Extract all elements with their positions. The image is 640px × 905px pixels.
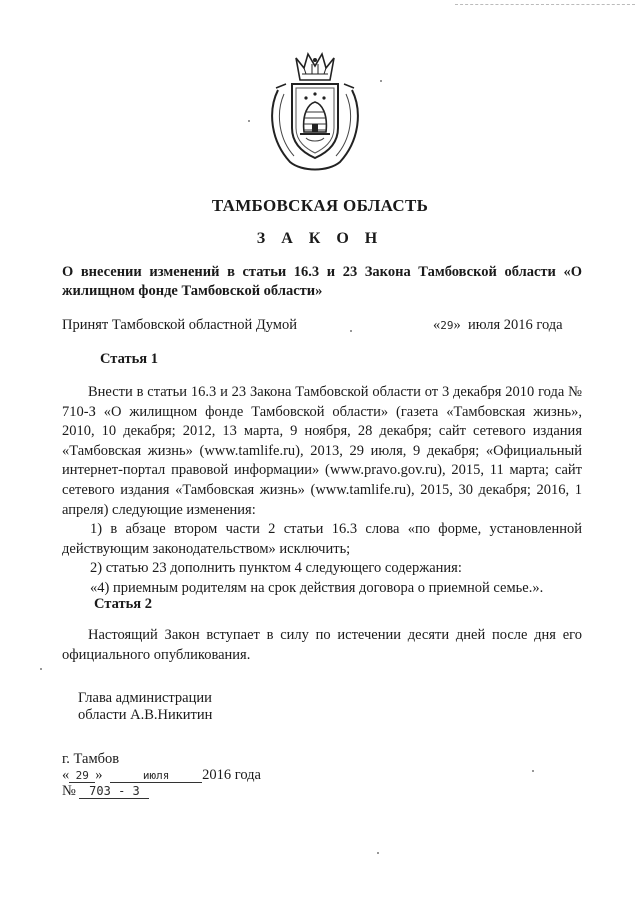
coat-of-arms-icon: [262, 50, 368, 176]
document-type-heading: З А К О Н: [256, 230, 384, 247]
article-2-heading: Статья 2: [94, 596, 152, 612]
article-1-item-3: «4) приемным родителям на срок действия договора о приемной семье.».: [90, 579, 544, 596]
place-city: г. Тамбов: [62, 751, 120, 767]
article-1-body: [62, 383, 582, 599]
number-sign: №: [62, 783, 76, 799]
article-1-paragraph: Внести в статьи 16.3 и 23 Закона Тамбовской области от 3 декабря 2010 года № 710-З «О жилищном фонде Тамбовской области» (газета «Тамбовская жизнь», 2010, 10 декабря; 2012, 13 марта, 9 ноября, 28 декабря; сайт сетевого издания «Тамбовская жизнь» (www.tamlife.ru), 2013, 29 июля, 9 декабря; «Официальный интернет-портал правовой информации» (www.pravo.gov.ru), 2015, 11 марта; сайт сетевого издания «Тамбовская жизнь» (www.tamlife.ru), 2015, 30 декабря; 2016, 1 апреля) следующие изменения:: [62, 384, 582, 518]
date-close-quote: »: [95, 767, 103, 783]
adoption-day: 29: [440, 319, 454, 332]
adoption-date: [433, 317, 563, 334]
adoption-open-quote: «: [433, 317, 441, 333]
article-2-body: [62, 626, 582, 665]
scan-edge-line: [455, 4, 635, 5]
scan-speck: [350, 330, 352, 332]
date-month: июля: [110, 769, 202, 783]
date-open-quote: «: [62, 767, 70, 783]
article-1-item-2: 2) статью 23 дополнить пунктом 4 следующего содержания:: [90, 560, 462, 577]
number-value: 703 - З: [79, 784, 149, 799]
signing-date: [62, 767, 261, 784]
article-2-paragraph: Настоящий Закон вступает в силу по истечении десяти дней после дня его официального опубликования.: [62, 627, 582, 663]
region-heading: ТАМБОВСКАЯ ОБЛАСТЬ: [211, 196, 429, 215]
law-title: О внесении изменений в статьи 16.3 и 23 Закона Тамбовской области «О жилищном фонде Тамбовской области»: [62, 264, 582, 299]
scan-speck: [532, 770, 534, 772]
adoption-month-year: » июля 2016 года: [453, 317, 563, 333]
scan-speck: [380, 80, 382, 82]
date-year: 2016 года: [202, 767, 261, 783]
article-1-item-1: 1) в абзаце втором части 2 статьи 16.3 слова «по форме, установленной действующим законодательством» исключить;: [62, 521, 582, 557]
signature-name: области А.В.Никитин: [78, 707, 213, 723]
scan-speck: [377, 852, 379, 854]
article-1-heading: Статья 1: [100, 351, 158, 367]
scan-speck: [40, 668, 42, 670]
signature-title: Глава администрации: [78, 690, 212, 706]
law-number: [62, 783, 149, 800]
scan-speck: [248, 120, 250, 122]
adoption-label: Принят Тамбовской областной Думой: [62, 317, 297, 333]
date-day: 29: [69, 769, 95, 783]
